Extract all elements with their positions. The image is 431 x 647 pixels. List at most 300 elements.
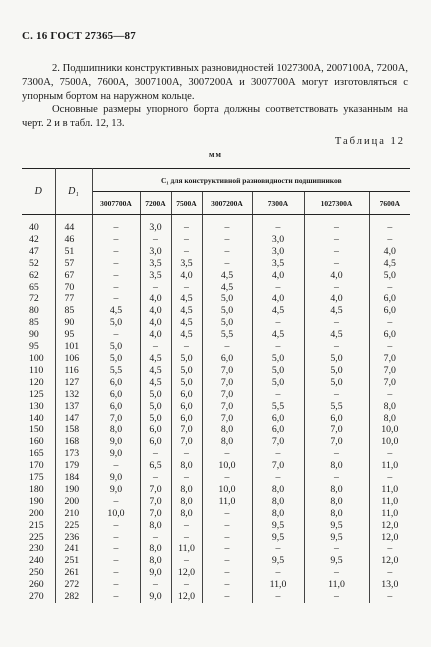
table-cell: 10,0 (92, 508, 140, 520)
table-cell: 5,0 (140, 401, 171, 413)
table-cell: 225 (22, 532, 55, 544)
table-cell: 4,5 (202, 270, 252, 282)
table-cell: 12,0 (381, 519, 399, 531)
table-cell: 4,0 (304, 293, 369, 305)
table-cell: 4,5 (171, 317, 202, 329)
table-cell: 8,0 (252, 496, 304, 508)
table-cell: 5,0 (304, 377, 369, 389)
table-cell: 200 (55, 496, 92, 508)
table-cell: 11,0 (304, 579, 369, 591)
table-cell: 9,5 (252, 532, 304, 544)
table-cell: 270 (22, 591, 55, 603)
col-header-variant: 1027300А (304, 192, 369, 215)
table-cell: 10,0 (381, 424, 399, 436)
table-cell: 4,5 (202, 282, 252, 294)
table-cell: 8,0 (140, 520, 171, 532)
table-cell: 6,0 (92, 389, 140, 401)
table-cell: 137 (55, 401, 92, 413)
table-cell: – (387, 233, 393, 245)
table-cell: 4,5 (140, 353, 171, 365)
table-cell: 215 (22, 520, 55, 532)
col-header-D1: D₁ (55, 169, 92, 215)
paragraph-bearings: 2. Подшипники конструктивных разновидностей 1027300А, 2007100А, 7200А, 7300А, 7500А, 7600А, 3007100А, 3007200А и 3007700А могут изготовляться с упорным бортом на наружном кольце. (22, 63, 408, 103)
table-cell: 7,0 (383, 376, 396, 388)
table-cell: 7,0 (202, 413, 252, 425)
table-cell: – (92, 258, 140, 270)
table-cell: 8,0 (304, 508, 369, 520)
table-cell: – (304, 234, 369, 246)
table-cell: 4,5 (252, 329, 304, 341)
table-row (22, 377, 410, 389)
table-cell: – (92, 293, 140, 305)
col-header-variant: 3007200А (202, 192, 252, 215)
table-cell: – (92, 329, 140, 341)
table-cell: – (304, 282, 369, 294)
table-cell: 130 (22, 401, 55, 413)
table-cell: 9,5 (304, 555, 369, 567)
table-cell: 5,0 (202, 305, 252, 317)
table-cell: 7,0 (304, 436, 369, 448)
table-cell: 6,0 (140, 436, 171, 448)
unit-label: мм (209, 150, 222, 159)
col-header-variant: 7500А (171, 192, 202, 215)
table-cell: 5,0 (92, 317, 140, 329)
table-cell: 150 (22, 424, 55, 436)
table-cell: 3,5 (171, 258, 202, 270)
table-cell: 6,0 (140, 424, 171, 436)
table-cell: – (92, 520, 140, 532)
table-cell: – (304, 258, 369, 270)
table-cell: – (171, 282, 202, 294)
table-cell: 51 (55, 246, 92, 258)
table-cell: 5,0 (171, 365, 202, 377)
table-cell: 42 (22, 234, 55, 246)
table-cell: – (304, 246, 369, 258)
table-cell: 106 (55, 353, 92, 365)
table-row (22, 305, 410, 317)
table-cell: 8,0 (202, 436, 252, 448)
table-cell: – (387, 281, 393, 293)
table-cell: – (252, 341, 304, 353)
table-cell: 147 (55, 413, 92, 425)
col-header-variant: 7200А (140, 192, 171, 215)
table-cell: 10,0 (381, 436, 399, 448)
table-cell: – (252, 591, 304, 603)
table-cell: – (140, 472, 171, 484)
table-cell: 7,0 (202, 389, 252, 401)
table-cell: 6,0 (304, 413, 369, 425)
table-cell: – (202, 555, 252, 567)
table-cell: 184 (55, 472, 92, 484)
table-cell: 4,5 (140, 365, 171, 377)
table-cell: – (202, 258, 252, 270)
table-cell: – (140, 579, 171, 591)
table-cell: 6,0 (252, 413, 304, 425)
table-cell: – (92, 543, 140, 555)
table-cell: 8,0 (252, 484, 304, 496)
table-cell: 4,0 (252, 293, 304, 305)
table-cell: 190 (22, 496, 55, 508)
table-cell: – (304, 317, 369, 329)
table-cell: – (92, 270, 140, 282)
table-cell: 6,0 (383, 293, 396, 305)
table-cell: 125 (22, 389, 55, 401)
table-cell: 140 (22, 413, 55, 425)
table-cell: – (387, 448, 393, 460)
table-cell: 5,0 (92, 341, 140, 353)
table-cell: 8,0 (171, 508, 202, 520)
table-cell: 3,5 (252, 258, 304, 270)
table-cell: – (202, 532, 252, 544)
col-header-D: D (22, 169, 55, 215)
table-cell: 240 (22, 555, 55, 567)
table-cell: 5,0 (304, 365, 369, 377)
table-cell: 47 (22, 246, 55, 258)
table-cell: 7,0 (383, 364, 396, 376)
table-row (22, 555, 410, 567)
table-cell: 95 (55, 329, 92, 341)
table-cell: 241 (55, 543, 92, 555)
page-header: С. 16 ГОСТ 27365—87 (22, 30, 136, 42)
table-cell: 225 (55, 520, 92, 532)
table-row (22, 329, 410, 341)
table-cell: – (92, 215, 140, 234)
table-cell: – (202, 508, 252, 520)
table-row (22, 579, 410, 591)
table-cell: 160 (22, 436, 55, 448)
table-cell: – (252, 567, 304, 579)
table-cell: – (92, 496, 140, 508)
table-cell: 95 (22, 341, 55, 353)
table-row (22, 424, 410, 436)
table-cell: – (92, 246, 140, 258)
table-cell: 8,0 (171, 496, 202, 508)
table-cell: 3,5 (140, 270, 171, 282)
table-cell: 90 (22, 329, 55, 341)
table-cell: 8,0 (383, 400, 396, 412)
table-cell: 5,0 (252, 365, 304, 377)
table-row (22, 508, 410, 520)
table-cell: – (202, 543, 252, 555)
table-row (22, 448, 410, 460)
table-cell: 85 (22, 317, 55, 329)
table-cell: 46 (55, 234, 92, 246)
table-cell: – (171, 234, 202, 246)
table-cell: 8,0 (252, 508, 304, 520)
table-cell: – (387, 543, 393, 555)
table-row (22, 234, 410, 246)
table-cell: 260 (22, 579, 55, 591)
table-cell: 8,0 (140, 555, 171, 567)
col-header-variant: 7300А (252, 192, 304, 215)
table-cell: – (92, 579, 140, 591)
table-cell: 251 (55, 555, 92, 567)
table-cell: 272 (55, 579, 92, 591)
table-cell: 4,0 (252, 270, 304, 282)
table-cell: – (202, 591, 252, 603)
table-cell: – (202, 215, 252, 234)
table-cell: 230 (22, 543, 55, 555)
table-cell: 9,0 (92, 472, 140, 484)
table-cell: 179 (55, 460, 92, 472)
table-cell: 5,0 (140, 389, 171, 401)
table-cell: – (387, 591, 393, 603)
table-cell: 4,0 (140, 293, 171, 305)
table-cell: 5,0 (252, 377, 304, 389)
table-cell: – (171, 520, 202, 532)
table-cell: 5,0 (140, 413, 171, 425)
table-cell: 9,5 (304, 520, 369, 532)
table-cell: 127 (55, 377, 92, 389)
table-cell: 3,0 (252, 246, 304, 258)
table-cell: 5,0 (383, 269, 396, 281)
table-cell: 6,0 (171, 401, 202, 413)
table-cell: 62 (22, 270, 55, 282)
table-cell: 7,0 (202, 401, 252, 413)
table-row (22, 532, 410, 544)
table-cell: 6,0 (202, 353, 252, 365)
table-row (22, 258, 410, 270)
table-cell: 40 (22, 215, 55, 234)
table-cell: 7,0 (252, 436, 304, 448)
table-cell: 158 (55, 424, 92, 436)
table-cell: 5,5 (252, 401, 304, 413)
table-cell: 4,5 (92, 305, 140, 317)
table-cell: 4,5 (383, 257, 396, 269)
table-cell: 4,5 (304, 329, 369, 341)
table-cell: 11,0 (171, 543, 202, 555)
table-cell: 9,5 (304, 532, 369, 544)
table-row (22, 472, 410, 484)
table-cell: 8,0 (202, 424, 252, 436)
group-header: C₁ для конструктивной разновидности подшипников (92, 169, 410, 192)
table-cell: – (92, 532, 140, 544)
table-cell: 72 (22, 293, 55, 305)
table-cell: – (304, 389, 369, 401)
table-row (22, 436, 410, 448)
table-cell: – (202, 448, 252, 460)
table-cell: 7,0 (140, 484, 171, 496)
table-cell: 70 (55, 282, 92, 294)
col-header-variant: 7600А (369, 192, 410, 215)
table-cell: 12,0 (171, 591, 202, 603)
table-cell: 7,0 (304, 424, 369, 436)
table-cell: 6,0 (92, 401, 140, 413)
table-cell: 4,0 (140, 317, 171, 329)
table-cell: 110 (22, 365, 55, 377)
table-cell: 11,0 (381, 507, 399, 519)
table-cell: – (304, 448, 369, 460)
table-cell: – (171, 532, 202, 544)
table-cell: 6,5 (140, 460, 171, 472)
table-cell: – (252, 543, 304, 555)
table-cell: 3,5 (140, 258, 171, 270)
table-cell: 116 (55, 365, 92, 377)
table-cell: 168 (55, 436, 92, 448)
table-cell: 7,0 (92, 413, 140, 425)
table-cell: 9,0 (92, 448, 140, 460)
table-cell: – (387, 317, 393, 329)
table-cell: 8,0 (304, 460, 369, 472)
table-cell: – (304, 591, 369, 603)
table-cell: 4,5 (171, 329, 202, 341)
table-cell: 10,0 (202, 460, 252, 472)
table-cell: 8,0 (171, 460, 202, 472)
table-cell: 173 (55, 448, 92, 460)
table-row (22, 484, 410, 496)
table-cell: 101 (55, 341, 92, 353)
table-cell: 5,0 (171, 353, 202, 365)
table-cell: – (171, 246, 202, 258)
table-cell: 5,5 (304, 401, 369, 413)
table-cell: 190 (55, 484, 92, 496)
table-cell: 100 (22, 353, 55, 365)
table-row (22, 365, 410, 377)
table-cell: 5,5 (92, 365, 140, 377)
table-cell: 4,5 (252, 305, 304, 317)
table-cell: 10,0 (202, 484, 252, 496)
table-cell: – (387, 222, 393, 233)
table-cell: 5,5 (202, 329, 252, 341)
table-cell: 12,0 (171, 567, 202, 579)
table-cell: 8,0 (304, 496, 369, 508)
table-cell: 180 (22, 484, 55, 496)
table-row (22, 591, 410, 603)
table-cell: 7,0 (171, 436, 202, 448)
table-cell: 210 (55, 508, 92, 520)
table-cell: 11,0 (381, 483, 399, 495)
dimensions-table (22, 168, 410, 603)
table-cell: 4,5 (304, 305, 369, 317)
table-cell: 11,0 (381, 495, 399, 507)
table-cell: 6,0 (92, 377, 140, 389)
table-row (22, 282, 410, 294)
table-cell: 13,0 (381, 579, 399, 591)
table-cell: 3,0 (140, 246, 171, 258)
table-row (22, 270, 410, 282)
table-row (22, 317, 410, 329)
table-cell: 282 (55, 591, 92, 603)
table-cell: 67 (55, 270, 92, 282)
table-caption: Таблица 12 (334, 136, 405, 147)
table-row (22, 215, 410, 234)
table-cell: 11,0 (202, 496, 252, 508)
table-cell: – (387, 472, 393, 484)
table-cell: – (140, 341, 171, 353)
table-cell: – (304, 472, 369, 484)
table-cell: 5,0 (304, 353, 369, 365)
table-row (22, 401, 410, 413)
table-row (22, 496, 410, 508)
table-cell: – (202, 472, 252, 484)
table-cell: – (202, 341, 252, 353)
table-cell: 170 (22, 460, 55, 472)
table-cell: 12,0 (381, 531, 399, 543)
table-cell: 200 (22, 508, 55, 520)
table-cell: – (202, 567, 252, 579)
table-row (22, 543, 410, 555)
table-cell: – (92, 234, 140, 246)
table-cell: – (92, 282, 140, 294)
table-row (22, 246, 410, 258)
table-cell: – (171, 448, 202, 460)
table-cell: – (252, 448, 304, 460)
table-cell: 8,0 (383, 412, 396, 424)
table-cell: – (387, 388, 393, 400)
table-cell: – (252, 317, 304, 329)
table-cell: – (252, 472, 304, 484)
table-cell: – (252, 282, 304, 294)
table-row (22, 293, 410, 305)
table-cell: – (140, 234, 171, 246)
table-cell: 6,0 (171, 413, 202, 425)
table-cell: 8,0 (304, 484, 369, 496)
table-cell: 9,0 (92, 436, 140, 448)
table-cell: – (202, 579, 252, 591)
paragraph-dimensions: Основные размеры упорного борта должны соответствовать указанным на черт. 2 и в табл. 12, 13. (22, 104, 408, 130)
table-cell: 65 (22, 282, 55, 294)
table-cell: – (92, 567, 140, 579)
table-cell: 250 (22, 567, 55, 579)
table-cell: – (304, 567, 369, 579)
table-cell: – (92, 460, 140, 472)
table-cell: 52 (22, 258, 55, 270)
table-cell: 8,0 (92, 424, 140, 436)
table-cell: 7,0 (202, 365, 252, 377)
table-cell: – (171, 555, 202, 567)
table-cell: 120 (22, 377, 55, 389)
table-cell: 9,0 (92, 484, 140, 496)
table-cell: 6,0 (252, 424, 304, 436)
col-header-variant: 3007700А (92, 192, 140, 215)
table-cell: – (252, 215, 304, 234)
table-cell: – (202, 246, 252, 258)
table-cell: 7,0 (140, 508, 171, 520)
table-cell: 5,0 (92, 353, 140, 365)
table-cell: 80 (22, 305, 55, 317)
table-cell: – (304, 543, 369, 555)
table-cell: 9,0 (140, 567, 171, 579)
table-cell: 5,0 (202, 293, 252, 305)
table-row (22, 413, 410, 425)
table-cell: 6,0 (383, 329, 396, 341)
table-cell: – (387, 341, 393, 353)
table-cell: – (140, 448, 171, 460)
table-cell: 7,0 (140, 496, 171, 508)
table-row (22, 567, 410, 579)
table-cell: 4,0 (383, 245, 396, 257)
table-cell: – (171, 215, 202, 234)
table-cell: 12,0 (381, 555, 399, 567)
table-cell: 7,0 (383, 352, 396, 364)
table-cell: 44 (55, 215, 92, 234)
table-cell: 175 (22, 472, 55, 484)
table-cell: 4,0 (140, 329, 171, 341)
table-row (22, 520, 410, 532)
table-cell: – (140, 532, 171, 544)
table-cell: – (92, 555, 140, 567)
table-cell: 236 (55, 532, 92, 544)
table-cell: – (252, 389, 304, 401)
table-cell: 3,0 (140, 215, 171, 234)
table-cell: – (171, 341, 202, 353)
table-cell: – (171, 472, 202, 484)
table-cell: 8,0 (171, 484, 202, 496)
table-cell: – (304, 215, 369, 234)
table-cell: 7,0 (252, 460, 304, 472)
table-cell: 5,0 (252, 353, 304, 365)
table-cell: – (387, 567, 393, 579)
